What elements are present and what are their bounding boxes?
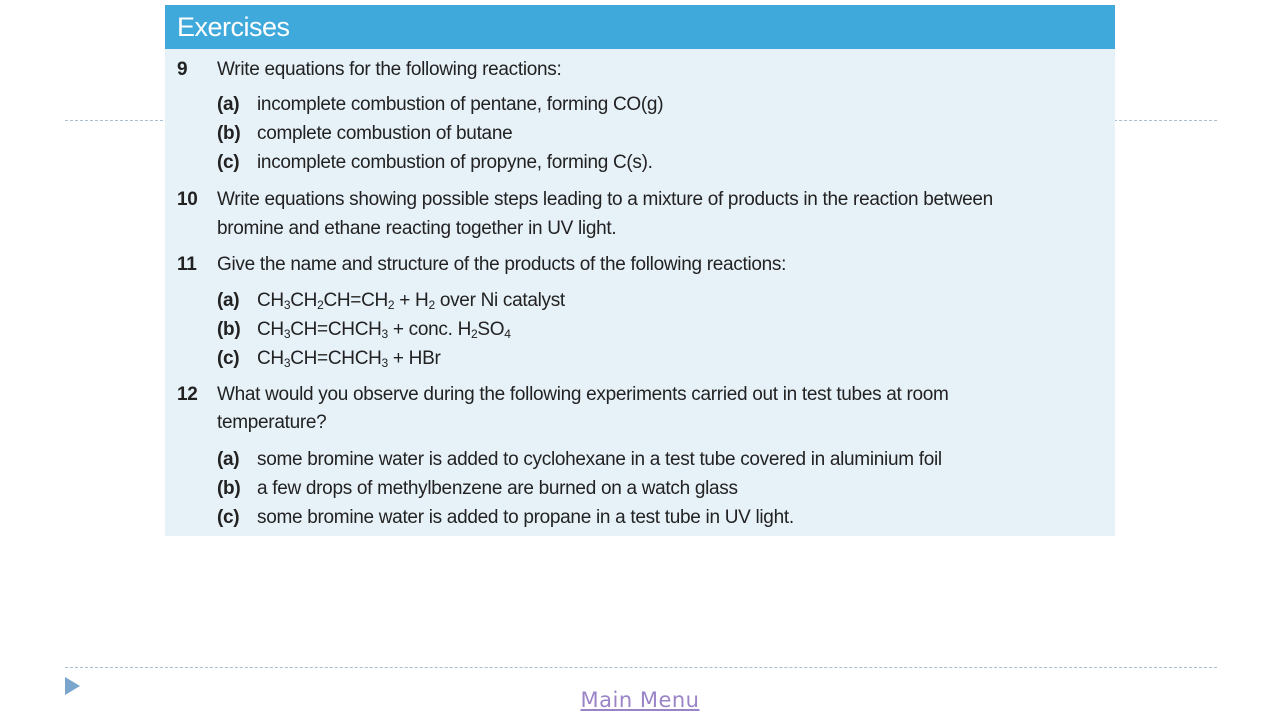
q12-part-a-label: (a) (217, 449, 240, 470)
q9-part-a-text: incomplete combustion of pentane, forming CO(g) (257, 94, 664, 115)
q12-part-c-label: (c) (217, 507, 240, 528)
question-12-line-2: temperature? (217, 412, 327, 433)
q11-part-a-label: (a) (217, 290, 240, 311)
q9-part-b-text: complete combustion of butane (257, 123, 513, 144)
q11-part-c-label: (c) (217, 348, 240, 369)
q12-part-b-text: a few drops of methylbenzene are burned on a watch glass (257, 478, 738, 499)
q9-part-b-label: (b) (217, 123, 241, 144)
main-menu-link[interactable]: Main Menu (580, 688, 700, 712)
question-10-line-2: bromine and ethane reacting together in UV light. (217, 218, 617, 239)
exercise-title: Exercises (165, 5, 1115, 49)
question-11-text: Give the name and structure of the products of the following reactions: (217, 254, 787, 275)
q12-part-b-label: (b) (217, 478, 241, 499)
question-number-11: 11 (177, 254, 197, 275)
question-number-12: 12 (177, 384, 198, 405)
question-9-text: Write equations for the following reactions: (217, 59, 562, 80)
q11-part-c-text: $CH_3CH=CHCH_3$ + HBr (257, 348, 441, 370)
q11-part-a-text: $CH_3CH_2CH=CH_2 + H_2$ over Ni catalyst (257, 290, 565, 312)
question-number-10: 10 (177, 189, 198, 210)
bottom-divider (65, 667, 1217, 668)
q9-part-c-label: (c) (217, 152, 240, 173)
q9-part-c-text: incomplete combustion of propyne, forming C(s). (257, 152, 653, 173)
q11-part-b-text: $CH_3CH=CHCH_3$ + conc. $H_2SO_4$ (257, 319, 511, 341)
q11-part-b-label: (b) (217, 319, 241, 340)
question-12-line-1: What would you observe during the following experiments carried out in test tubes at room (217, 384, 949, 405)
question-number-9: 9 (177, 59, 188, 80)
q12-part-c-text: some bromine water is added to propane in a test tube in UV light. (257, 507, 794, 528)
question-10-line-1: Write equations showing possible steps leading to a mixture of products in the reaction between (217, 189, 993, 210)
q12-part-a-text: some bromine water is added to cyclohexane in a test tube covered in aluminium foil (257, 449, 942, 470)
exercise-box (165, 5, 1115, 536)
q9-part-a-label: (a) (217, 94, 240, 115)
